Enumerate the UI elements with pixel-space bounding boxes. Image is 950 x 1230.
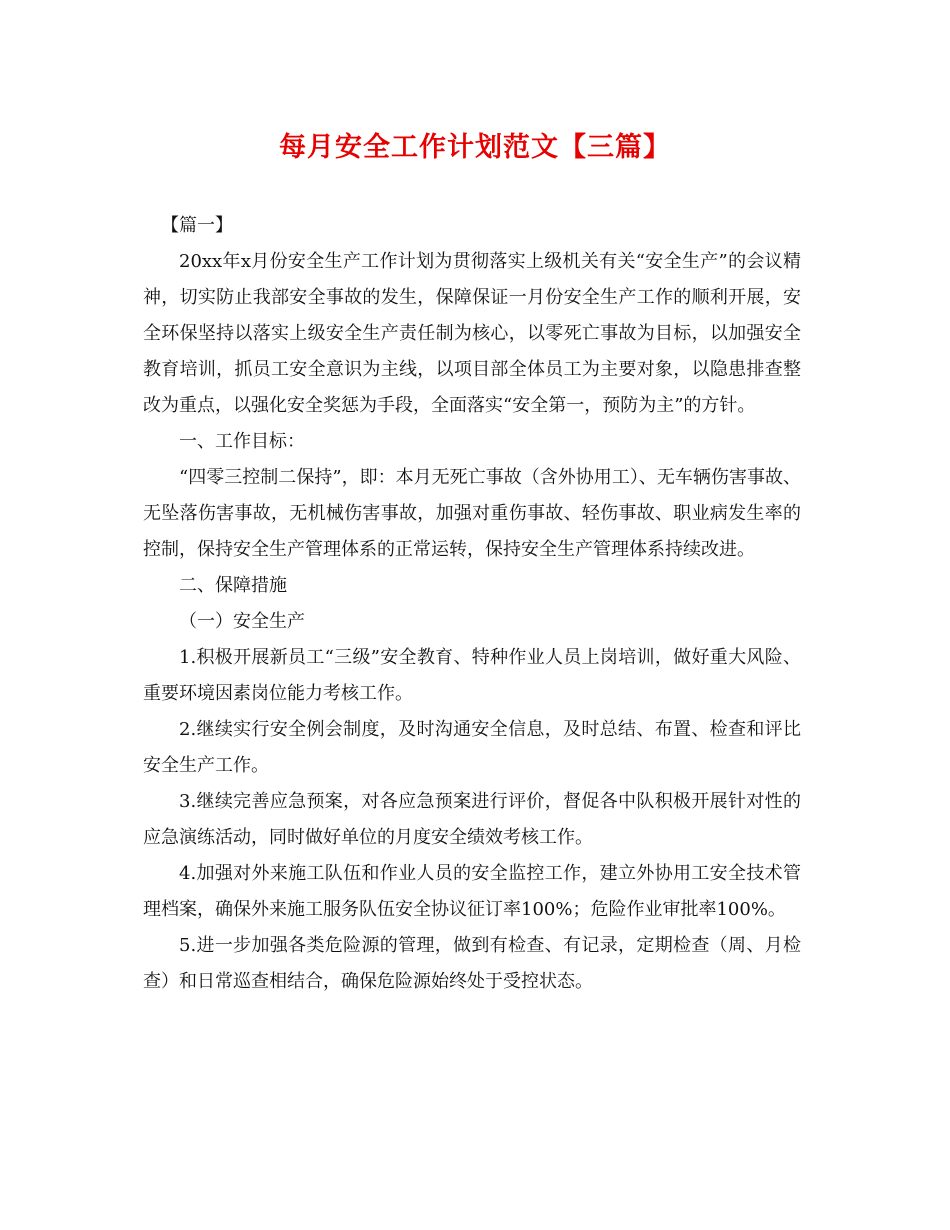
document-body (143, 208, 801, 1000)
measure-item-2: 2.继续实行安全例会制度，及时沟通安全信息，及时总结、布置、检查和评比安全生产工作。 (143, 719, 801, 776)
subheading-safety-production: （一）安全生产 (179, 611, 305, 632)
heading-safeguard-measures: 二、保障措施 (179, 575, 287, 596)
measure-item-5: 5.进一步加强各类危险源的管理，做到有检查、有记录，定期检查（周、月检查）和日常巡查相结合，确保危险源始终处于受控状态。 (143, 935, 801, 992)
heading-work-goals: 一、工作目标： (179, 431, 305, 452)
page-title: 每月安全工作计划范文【三篇】 (279, 132, 671, 163)
work-goals-paragraph: “四零三控制二保持”，即：本月无死亡事故（含外协用工）、无车辆伤害事故、无坠落伤害事故，无机械伤害事故，加强对重伤事故、轻伤事故、职业病发生率的控制，保持安全生产管理体系的正常运转，保持安全生产管理体系持续改进。 (143, 467, 801, 560)
intro-paragraph: 20xx年x月份安全生产工作计划为贯彻落实上级机关有关“安全生产”的会议精神，切实防止我部安全事故的发生，保障保证一月份安全生产工作的顺利开展，安全环保坚持以落实上级安全生产责任制为核心，以零死亡事故为目标，以加强安全教育培训，抓员工安全意识为主线，以项目部全体员工为主要对象，以隐患排查整改为重点，以强化安全奖惩为手段，全面落实“安全第一，预防为主”的方针。 (143, 251, 801, 416)
section-heading-part-one: 【篇一】 (161, 215, 233, 236)
measure-item-1: 1.积极开展新员工“三级”安全教育、特种作业人员上岗培训，做好重大风险、重要环境因素岗位能力考核工作。 (143, 647, 801, 704)
measure-item-3: 3.继续完善应急预案，对各应急预案进行评价，督促各中队积极开展针对性的应急演练活动，同时做好单位的月度安全绩效考核工作。 (143, 791, 801, 848)
measure-item-4: 4.加强对外来施工队伍和作业人员的安全监控工作，建立外协用工安全技术管理档案，确保外来施工服务队伍安全协议征订率100%；危险作业审批率100%。 (143, 863, 801, 920)
